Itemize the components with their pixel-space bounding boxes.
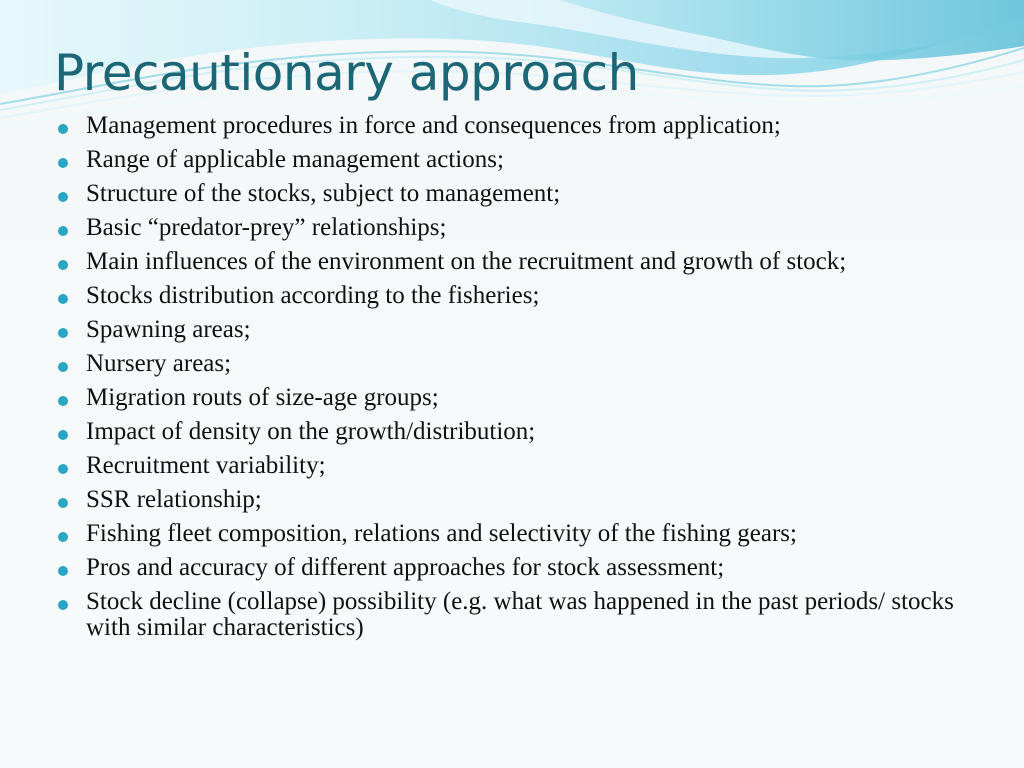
- bullet-text: Range of applicable management actions;: [86, 146, 504, 173]
- bullet-item: [58, 349, 978, 379]
- bullet-item: [58, 247, 978, 277]
- bullet-dot-icon: [58, 192, 68, 202]
- bullet-text: Basic “predator-prey” relationships;: [86, 214, 447, 241]
- bullet-dot-icon: [58, 260, 68, 270]
- bullet-text: Spawning areas;: [86, 316, 251, 343]
- bullet-text: Stocks distribution according to the fisheries;: [86, 282, 540, 309]
- bullet-text: Main influences of the environment on the recruitment and growth of stock;: [86, 248, 847, 275]
- bullet-item: [58, 485, 978, 515]
- bullet-item: [58, 451, 978, 481]
- bullet-item: [58, 383, 978, 413]
- bullet-dot-icon: [58, 532, 68, 542]
- bullet-text: Impact of density on the growth/distribution;: [86, 418, 536, 445]
- bullet-dot-icon: [58, 158, 68, 168]
- bullet-item: [58, 213, 978, 243]
- bullet-dot-icon: [58, 600, 68, 610]
- bullet-item: [58, 553, 978, 583]
- bullet-dot-icon: [58, 362, 68, 372]
- bullet-dot-icon: [58, 328, 68, 338]
- bullet-dot-icon: [58, 430, 68, 440]
- bullet-item: [58, 281, 978, 311]
- bullet-dot-icon: [58, 566, 68, 576]
- bullet-dot-icon: [58, 396, 68, 406]
- bullet-item: [58, 587, 978, 643]
- bullet-dot-icon: [58, 464, 68, 474]
- bullet-item: [58, 315, 978, 345]
- bullet-dot-icon: [58, 294, 68, 304]
- bullet-item: [58, 145, 978, 175]
- bullet-text: Stock decline (collapse) possibility (e.g. what was happened in the past periods/ stocks with similar characteristics): [86, 588, 954, 641]
- bullet-text: Pros and accuracy of different approaches for stock assessment;: [86, 554, 725, 581]
- bullet-text: Recruitment variability;: [86, 452, 326, 479]
- bullet-item: [58, 417, 978, 447]
- bullet-item: [58, 519, 978, 549]
- bullet-text: Migration routs of size-age groups;: [86, 384, 439, 411]
- bullet-text: Management procedures in force and consequences from application;: [86, 112, 781, 139]
- bullet-text: SSR relationship;: [86, 486, 262, 513]
- bullet-dot-icon: [58, 226, 68, 236]
- bullet-dot-icon: [58, 498, 68, 508]
- bullet-list: [58, 111, 978, 647]
- bullet-item: [58, 179, 978, 209]
- slide-title: Precautionary approach: [54, 44, 639, 102]
- bullet-text: Nursery areas;: [86, 350, 232, 377]
- bullet-item: [58, 111, 978, 141]
- bullet-text: Structure of the stocks, subject to management;: [86, 180, 561, 207]
- bullet-dot-icon: [58, 124, 68, 134]
- bullet-text: Fishing fleet composition, relations and selectivity of the fishing gears;: [86, 520, 797, 547]
